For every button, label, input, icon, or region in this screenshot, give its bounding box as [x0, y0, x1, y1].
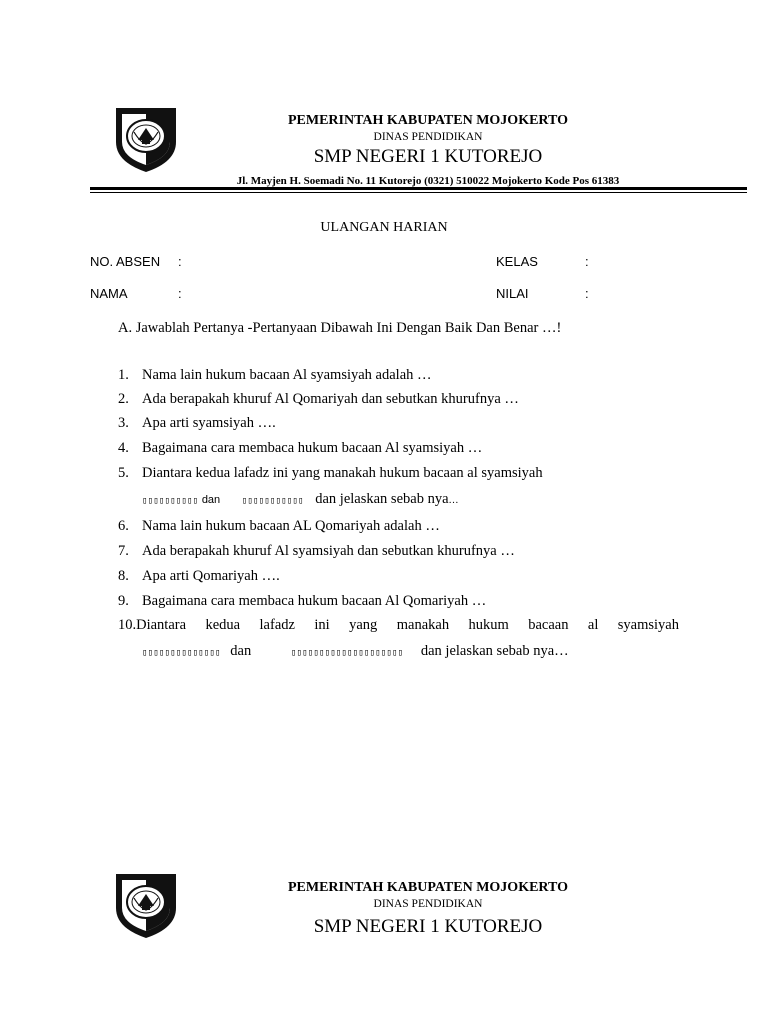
question-text: Ada berapakah khuruf Al syamsiyah dan sebutkan khurufnya …	[142, 543, 515, 559]
conjunction-dan: dan	[230, 643, 252, 659]
question-number: 1.	[118, 367, 129, 383]
field-label-no-absen: NO. ABSEN	[90, 254, 161, 269]
question-text: Nama lain hukum bacaan AL Qomariyah adalah …	[142, 518, 440, 534]
field-colon: :	[178, 286, 182, 301]
question-number: 8.	[118, 568, 129, 584]
section-a-instruction: A. Jawablah Pertanya -Pertanyaan Dibawah Ini Dengan Baik Dan Benar …!	[118, 320, 562, 336]
question-number: 7.	[118, 543, 129, 559]
header-department-name: DINAS PENDIDIKAN	[373, 898, 483, 910]
question-item	[118, 518, 440, 535]
question-number: 10.	[118, 617, 137, 633]
question-item	[118, 465, 543, 482]
arabic-lafadz-unrendered: ▯▯▯▯▯▯▯▯▯▯	[142, 496, 199, 506]
header-government-name: PEMERINTAH KABUPATEN MOJOKERTO	[287, 113, 569, 128]
field-colon: :	[585, 254, 589, 269]
question-number: 2.	[118, 391, 129, 407]
arabic-lafadz-unrendered: ▯▯▯▯▯▯▯▯▯▯▯	[241, 496, 304, 506]
question-number: 6.	[118, 518, 129, 534]
question-text: Diantara kedua lafadz ini yang manakah hukum bacaan al syamsiyah	[142, 465, 543, 481]
question-number: 4.	[118, 440, 129, 456]
question-item	[118, 593, 486, 610]
question-10-arabic-line	[142, 643, 569, 660]
question-item	[118, 391, 519, 408]
field-colon: :	[585, 286, 589, 301]
field-label-kelas: KELAS	[496, 254, 538, 269]
question-number: 5.	[118, 465, 129, 481]
question-text: Ada berapakah khuruf Al Qomariyah dan sebutkan khurufnya …	[142, 391, 519, 407]
field-label-nilai: NILAI	[496, 286, 529, 301]
question-number: 9.	[118, 593, 129, 609]
question-text: Apa arti syamsiyah ….	[142, 415, 276, 431]
question-instruction-tail: dan jelaskan sebab nya	[315, 491, 449, 507]
question-item	[118, 415, 276, 432]
question-text: Diantara kedua lafadz ini yang manakah hukum bacaan al syamsiyah	[136, 617, 679, 633]
header-government-name: PEMERINTAH KABUPATEN MOJOKERTO	[287, 880, 569, 895]
question-text: Nama lain hukum bacaan Al syamsiyah adalah …	[142, 367, 432, 383]
question-item	[118, 440, 482, 457]
question-item	[118, 543, 515, 560]
question-text: Apa arti Qomariyah ….	[142, 568, 280, 584]
question-item	[118, 617, 679, 634]
header-address: Jl. Mayjen H. Soemadi No. 11 Kutorejo (0321) 510022 Mojokerto Kode Pos 61383	[236, 175, 620, 187]
question-item	[118, 367, 432, 384]
header-divider-thin	[90, 192, 747, 193]
question-item	[118, 568, 280, 585]
header-divider-thick	[90, 187, 747, 190]
field-colon: :	[178, 254, 182, 269]
header-school-name: SMP NEGERI 1 KUTOREJO	[313, 146, 543, 167]
header-department-name: DINAS PENDIDIKAN	[373, 131, 483, 143]
arabic-lafadz-unrendered: ▯▯▯▯▯▯▯▯▯▯▯▯▯▯▯▯▯▯▯▯	[290, 648, 404, 658]
question-text: Bagaimana cara membaca hukum bacaan Al Qomariyah …	[142, 593, 487, 609]
field-label-nama: NAMA	[90, 286, 128, 301]
conjunction-dan: dan	[201, 494, 221, 506]
question-number: 3.	[118, 415, 129, 431]
ellipsis: …	[448, 495, 459, 506]
header-school-name: SMP NEGERI 1 KUTOREJO	[313, 916, 543, 937]
question-5-arabic-line	[142, 491, 459, 508]
question-instruction-tail: dan jelaskan sebab nya…	[420, 643, 569, 659]
question-text: Bagaimana cara membaca hukum bacaan Al syamsiyah …	[142, 440, 483, 456]
document-title: ULANGAN HARIAN	[320, 220, 448, 235]
arabic-lafadz-unrendered: ▯▯▯▯▯▯▯▯▯▯▯▯▯▯	[142, 648, 221, 658]
